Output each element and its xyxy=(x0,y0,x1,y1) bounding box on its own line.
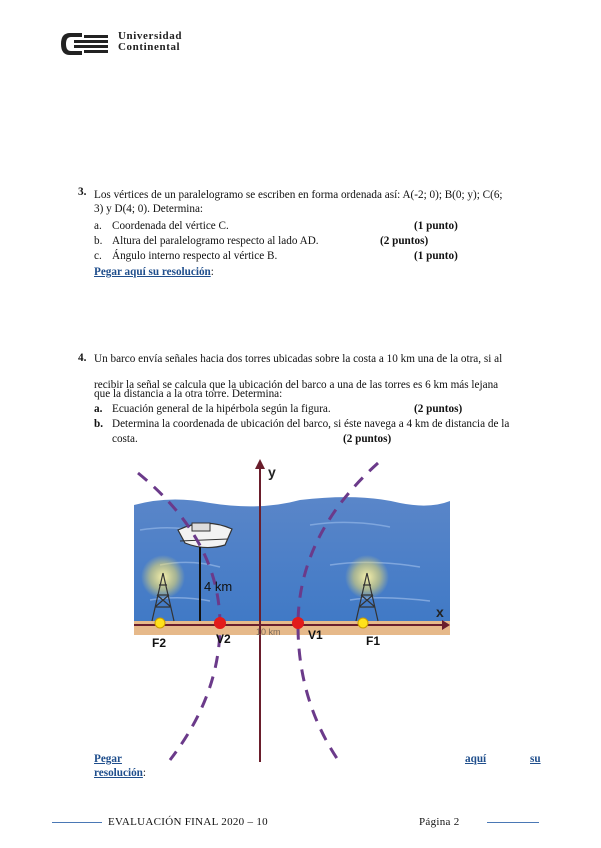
q4-item-b-points: (2 puntos) xyxy=(343,433,392,445)
q4-text-line3: que la distancia a la otra torre. Determina: xyxy=(94,388,283,400)
q3-item-b-points: (2 puntos) xyxy=(380,235,429,247)
q4-item-a-letter: a. xyxy=(94,403,103,415)
q3-item-c-points: (1 punto) xyxy=(414,250,458,262)
q3-item-c-text: Ángulo interno respecto al vértice B. xyxy=(112,250,278,262)
v1-label: V1 xyxy=(308,628,323,642)
q4-item-a-points: (2 puntos) xyxy=(414,403,463,415)
q4-paste-line2[interactable] xyxy=(94,766,146,780)
v2-point xyxy=(214,617,226,629)
ship-icon xyxy=(178,523,232,548)
q3-item-b-text: Altura del paralelogramo respecto al lado AD. xyxy=(112,235,319,247)
f1-label: F1 xyxy=(366,634,381,648)
km-label: 10 km xyxy=(256,627,281,637)
f2-point xyxy=(155,618,165,628)
q3-text-line2: 3) y D(4; 0). Determina: xyxy=(94,203,204,215)
q3-paste-colon: : xyxy=(210,266,214,278)
q3-item-c-letter: c. xyxy=(94,250,102,262)
q4-paste-word2[interactable]: aquí xyxy=(465,753,487,765)
x-axis-label: x xyxy=(436,604,444,620)
q4-paste-word4[interactable]: resolución xyxy=(94,767,143,779)
logo-line1: Universidad xyxy=(118,30,183,42)
q4-paste-word3[interactable]: su xyxy=(530,753,541,765)
logo-text xyxy=(118,31,182,53)
q3-paste-area[interactable] xyxy=(94,265,214,279)
q4-item-b-line2: costa. xyxy=(112,433,138,445)
f1-point xyxy=(358,618,368,628)
q4-item-b-letter: b. xyxy=(94,418,104,430)
footer-line-left xyxy=(52,822,102,823)
q3-item-a-points: (1 punto) xyxy=(414,220,458,232)
q4-item-a-text: Ecuación general de la hipérbola según la figura. xyxy=(112,403,331,415)
q3-item-b-letter: b. xyxy=(94,235,103,247)
v2-label: V2 xyxy=(216,632,231,646)
distance-label: 4 km xyxy=(204,579,233,594)
q4-item-b-line1: Determina la coordenada de ubicación del barco, si éste navega a 4 km de distancia de la xyxy=(112,418,510,430)
footer-page-number: Página 2 xyxy=(419,816,460,828)
q3-number: 3. xyxy=(78,186,87,198)
q4-number: 4. xyxy=(78,352,87,364)
q4-text-line1: Un barco envía señales hacia dos torres ubicadas sobre la costa a 10 km una de la otra, si al xyxy=(94,353,503,365)
hyperbola-figure xyxy=(130,455,455,762)
q3-item-a-text: Coordenada del vértice C. xyxy=(112,220,229,232)
beach xyxy=(134,621,450,635)
y-axis-label: y xyxy=(268,464,276,480)
v1-point xyxy=(292,617,304,629)
q3-text-line1: Los vértices de un paralelogramo se escriben en forma ordenada así: A(-2; 0); B(0; y); C(6; xyxy=(94,189,503,201)
footer-left-text: EVALUACIÓN FINAL 2020 – 10 xyxy=(108,816,268,828)
f2-label: F2 xyxy=(152,636,167,650)
q4-paste-word1[interactable]: Pegar xyxy=(94,753,122,765)
q3-item-a-letter: a. xyxy=(94,220,102,232)
q4-paste-colon: : xyxy=(142,767,147,779)
q3-paste-link[interactable]: Pegar aquí su resolución xyxy=(94,266,211,278)
q4-text-line2: recibir la señal se calcula que la ubicación del barco a una de las torres es 6 km más lejana xyxy=(94,379,499,391)
logo-line2: Continental xyxy=(118,41,181,53)
footer-line-right xyxy=(487,822,539,823)
